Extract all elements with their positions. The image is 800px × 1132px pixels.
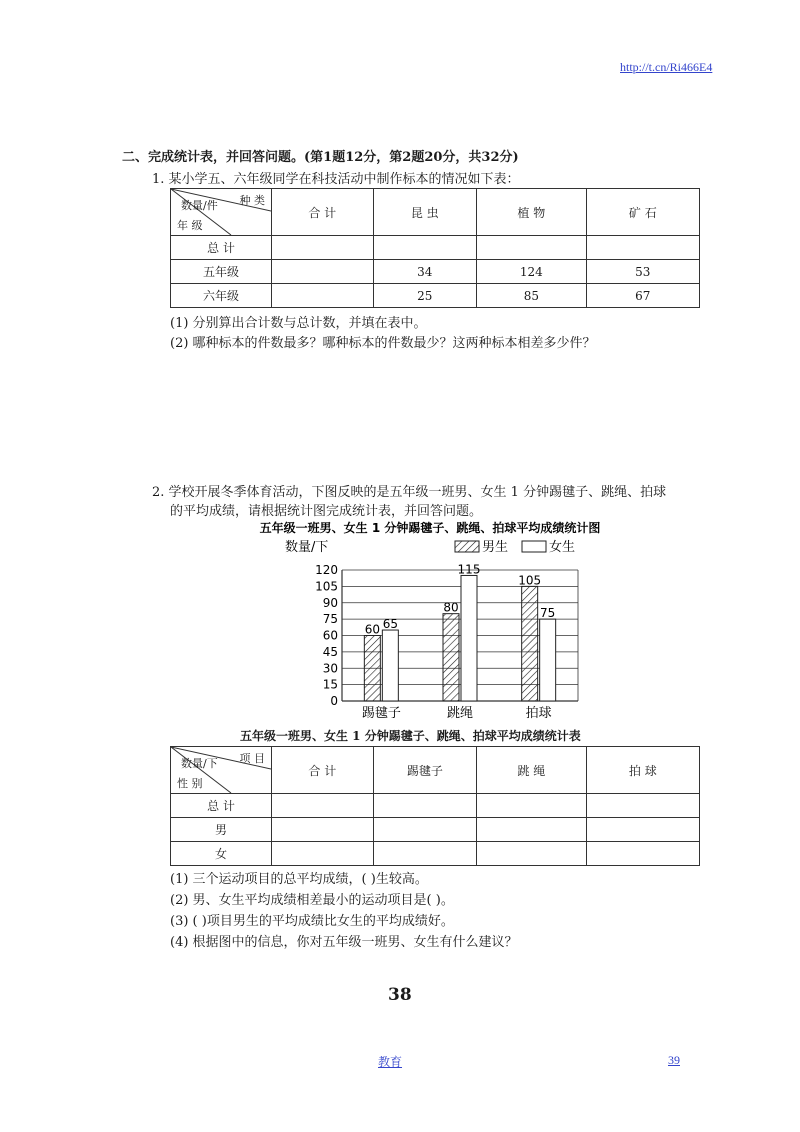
- question-4: (4) 根据图中的信息，你对五年级一班男、女生有什么建议？: [170, 935, 518, 950]
- y-tick-label: 30: [322, 661, 338, 676]
- table-cell: 85: [477, 284, 587, 308]
- q1-col-header: 昆 虫: [373, 189, 477, 236]
- table-cell[interactable]: [373, 842, 477, 866]
- y-tick-label: 105: [315, 579, 338, 594]
- y-tick-label: 45: [322, 644, 338, 659]
- q1-corner-bottom: 年 级: [177, 219, 203, 232]
- y-tick-label: 60: [322, 628, 338, 643]
- q1-sub2: (2) 哪种标本的件数最多？哪种标本的件数最少？这两种标本相差多少件？: [170, 336, 596, 351]
- table-cell: 124: [477, 260, 587, 284]
- table-cell: 53: [586, 260, 699, 284]
- y-tick-label: 75: [322, 612, 338, 627]
- q1-table-corner: [171, 189, 272, 236]
- bar-boys: [443, 614, 459, 701]
- legend-label-girls: 女生: [549, 540, 576, 555]
- q2-col-header: 合 计: [272, 747, 374, 794]
- bar-girls: [461, 575, 477, 701]
- x-category-label: 拍球: [525, 706, 552, 721]
- q1-corner-mid: 数量/件: [181, 199, 218, 212]
- q1-row-label: 总 计: [171, 236, 272, 260]
- table-cell[interactable]: [477, 818, 586, 842]
- q2-row-label: 女: [171, 842, 272, 866]
- table-row: [171, 260, 700, 284]
- q2-col-header: 跳 绳: [477, 747, 586, 794]
- table-cell[interactable]: [272, 236, 374, 260]
- table-cell[interactable]: [373, 818, 477, 842]
- q2-corner-top: 项 目: [239, 752, 265, 765]
- chart-legend: [455, 539, 575, 555]
- bar-chart: [240, 515, 620, 725]
- table2-title: 五年级一班男、女生 1 分钟踢毽子、跳绳、拍球平均成绩统计表: [240, 729, 581, 743]
- chart-title: 五年级一班男、女生 1 分钟踢毽子、跳绳、拍球平均成绩统计图: [259, 521, 601, 535]
- q2-col-header: 拍 球: [586, 747, 699, 794]
- table-row: [171, 284, 700, 308]
- page-number: 38: [388, 985, 412, 1005]
- question-2: (2) 男、女生平均成绩相差最小的运动项目是( )。: [170, 893, 454, 908]
- q2-corner-bottom: 性 别: [177, 777, 203, 790]
- header-link[interactable]: http://t.cn/Ri466E4: [620, 60, 713, 74]
- table-cell[interactable]: [586, 236, 699, 260]
- table-cell[interactable]: [272, 260, 374, 284]
- q2-col-header: 踢毽子: [373, 747, 477, 794]
- table-row: [171, 794, 700, 818]
- table-row: [171, 842, 700, 866]
- table-cell[interactable]: [477, 236, 587, 260]
- table-cell: 34: [373, 260, 477, 284]
- table-row: [171, 818, 700, 842]
- bar-boys: [522, 586, 538, 701]
- y-tick-label: 90: [322, 595, 338, 610]
- legend-swatch-boys: [455, 541, 479, 552]
- footer-link-page[interactable]: 39: [668, 1053, 680, 1067]
- x-category-label: 跳绳: [446, 706, 474, 721]
- table-cell[interactable]: [272, 842, 374, 866]
- legend-label-boys: 男生: [482, 540, 509, 555]
- q2-text-line1: 2. 学校开展冬季体育活动，下图反映的是五年级一班男、女生 1 分钟踢毽子、跳绳、拍球: [152, 485, 667, 500]
- section-title: 二、完成统计表，并回答问题。(第1题12分，第2题20分，共32分): [122, 150, 519, 165]
- q2-corner-mid: 数量/下: [181, 757, 218, 770]
- bar-boys: [364, 636, 380, 702]
- table-cell[interactable]: [373, 794, 477, 818]
- bar-value-label: 105: [518, 573, 542, 588]
- q1-row-label: 六年级: [171, 284, 272, 308]
- q1-sub1: (1) 分别算出合计数与总计数，并填在表中。: [170, 316, 427, 331]
- q1-row-label: 五年级: [171, 260, 272, 284]
- q2-row-label: 总 计: [171, 794, 272, 818]
- q2-row-label: 男: [171, 818, 272, 842]
- q2-table-corner: [171, 747, 272, 794]
- legend-swatch-girls: [522, 541, 546, 552]
- table-cell[interactable]: [586, 794, 699, 818]
- bar-value-label: 65: [382, 617, 398, 632]
- q1-table: [170, 188, 700, 308]
- question-1: (1) 三个运动项目的总平均成绩，( )生较高。: [170, 872, 428, 887]
- bar-value-label: 75: [540, 606, 556, 621]
- table-cell[interactable]: [272, 794, 374, 818]
- footer-link-text[interactable]: 教育: [378, 1055, 403, 1069]
- y-tick-label: 15: [322, 677, 338, 692]
- chart-ylabel: 数量/下: [285, 540, 329, 555]
- bar-girls: [540, 619, 556, 701]
- q1-col-header: 合 计: [272, 189, 374, 236]
- q1-col-header: 矿 石: [586, 189, 699, 236]
- q1-text: 1. 某小学五、六年级同学在科技活动中制作标本的情况如下表：: [152, 172, 520, 187]
- bar-value-label: 115: [457, 562, 481, 577]
- q1-col-header: 植 物: [477, 189, 587, 236]
- table-cell[interactable]: [586, 842, 699, 866]
- table-cell[interactable]: [272, 818, 374, 842]
- table-cell[interactable]: [477, 794, 586, 818]
- bar-value-label: 60: [364, 622, 380, 637]
- table-cell[interactable]: [272, 284, 374, 308]
- table-row: [171, 236, 700, 260]
- q2-text-line2: 的平均成绩，请根据统计图完成统计表，并回答问题。: [170, 504, 483, 519]
- y-tick-label: 0: [330, 694, 338, 708]
- bar-value-label: 80: [443, 600, 459, 615]
- table-cell[interactable]: [477, 842, 586, 866]
- x-category-label: 踢毽子: [361, 706, 401, 721]
- q2-table: [170, 746, 700, 866]
- table-cell[interactable]: [373, 236, 477, 260]
- question-3: (3) ( )项目男生的平均成绩比女生的平均成绩好。: [170, 914, 454, 929]
- table-cell: 25: [373, 284, 477, 308]
- table-cell: 67: [586, 284, 699, 308]
- bar-girls: [382, 630, 398, 701]
- table-cell[interactable]: [586, 818, 699, 842]
- y-tick-label: 120: [315, 563, 338, 577]
- q1-corner-top: 种 类: [239, 194, 265, 207]
